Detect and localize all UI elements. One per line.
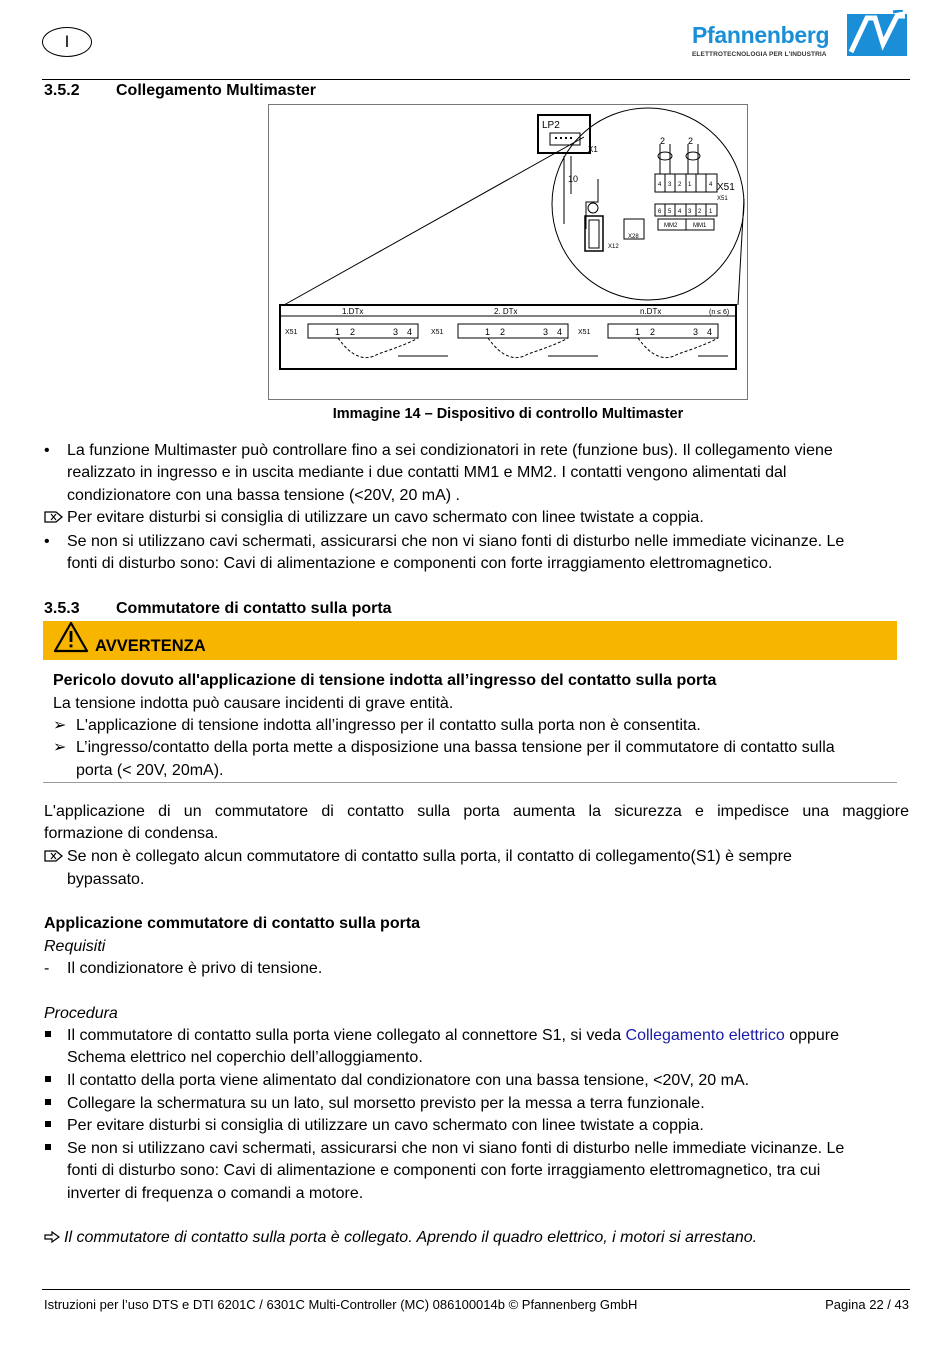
result-text: Il commutatore di contatto sulla porta è collegato. Aprendo il quadro elettrico, i motori si arrestano.: [64, 1229, 758, 1246]
section-title: Commutatore di contatto sulla porta: [116, 600, 392, 617]
multimaster-diagram: [268, 104, 748, 400]
bot-pin: 5: [668, 209, 672, 215]
warning-triangle-icon: [53, 621, 89, 653]
section-heading-353: [44, 600, 392, 618]
list-item-cont: condizionatore con una bassa tensione (<20V, 20 mA) .: [67, 487, 460, 504]
list-item: La funzione Multimaster può controllare fino a sei condizionatori in rete (funzione bus). Il collegamento viene: [67, 442, 833, 459]
row-pin: 4: [407, 327, 413, 337]
top-pin: 4: [709, 182, 713, 188]
top-pin: 1: [688, 182, 692, 188]
x12-label: X12: [608, 244, 619, 250]
list-item-cont: fonti di disturbo sono: Cavi di alimentazione e componenti con forte irraggiamento elettromagnetico.: [67, 555, 773, 572]
requisiti-label: Requisiti: [44, 938, 106, 955]
row-pin: 4: [707, 327, 713, 337]
bot-pin: 3: [688, 209, 692, 215]
arrow-bullet-icon: ➢: [53, 717, 67, 734]
row-pin: 1: [335, 327, 341, 337]
dash-bullet: -: [44, 960, 50, 977]
square-bullet-icon: [45, 1099, 51, 1105]
procedure-step: Se non si utilizzano cavi schermati, assicurarsi che non vi siano fonti di disturbo nelle immediate vicinanze. Le: [67, 1140, 845, 1157]
warning-item: L’ingresso/contatto della porta mette a disposizione una bassa tensione per il commutatore di contatto sulla: [76, 739, 835, 756]
note-text: Per evitare disturbi si consiglia di utilizzare un cavo schermato con linee twistate a coppia.: [67, 509, 704, 526]
result-arrow-icon: [44, 1231, 60, 1243]
row-pin: 2: [500, 327, 506, 337]
x51-row-label: X51: [578, 329, 591, 336]
top-pin: 4: [658, 182, 662, 188]
section-title: Collegamento Multimaster: [116, 82, 317, 99]
section-number: 3.5.2: [44, 82, 80, 99]
requisiti-item: Il condizionatore è privo di tensione.: [67, 960, 323, 977]
row-pin: 3: [693, 327, 699, 337]
row-pin: 4: [557, 327, 563, 337]
bot-pin: 4: [678, 209, 682, 215]
bot-pin: 6: [658, 209, 662, 215]
square-bullet-icon: [45, 1144, 51, 1150]
bullet-dot: •: [44, 442, 50, 459]
procedura-label: Procedura: [44, 1005, 118, 1022]
procedure-step: [67, 1025, 839, 1048]
procedure-step-cont: fonti di disturbo sono: Cavi di alimentazione e componenti con forte irraggiamento elettromagnetico, tra cui: [67, 1162, 821, 1179]
section-heading-352: [44, 82, 316, 100]
pfannenberg-logo-icon: [845, 10, 909, 58]
n-note-label: (n ≤ 6): [709, 309, 730, 316]
warning-bottom-rule: [43, 782, 897, 783]
top-pin: 2: [678, 182, 682, 188]
row-pin: 1: [485, 327, 491, 337]
x28-label: X28: [628, 234, 639, 240]
footer-rule: [42, 1289, 910, 1290]
bot-pin: 2: [698, 209, 702, 215]
row-pin: 3: [543, 327, 549, 337]
bot-pin: 1: [709, 209, 713, 215]
cable-2a-label: 2: [660, 136, 666, 146]
warning-label: AVVERTENZA: [95, 637, 206, 655]
application-heading: Applicazione commutatore di contatto sulla porta: [44, 915, 421, 932]
x51-row-label: X51: [431, 329, 444, 336]
procedure-step: Collegare la schermatura su un lato, sul morsetto previsto per la messa a terra funzionale.: [67, 1095, 705, 1112]
bullet-dot: •: [44, 533, 50, 550]
language-badge: I: [42, 27, 92, 57]
mm2-label: MM2: [664, 223, 678, 229]
paragraph-line: L'applicazione di un commutatore di contatto sulla porta aumenta la sicurezza e impedisce una maggiore: [44, 803, 909, 820]
procedure-text: oppure: [784, 1027, 840, 1044]
procedure-step-cont: inverter di frequenza o comandi a motore.: [67, 1185, 364, 1202]
warning-heading: Pericolo dovuto all'applicazione di tensione indotta all’ingresso del contatto sulla porta: [53, 672, 717, 689]
dtx2-label: 2. DTx: [494, 307, 518, 316]
paragraph-line: formazione di condensa.: [44, 825, 219, 842]
arrow-bullet-icon: ➢: [53, 739, 67, 756]
wire-10-label: 10: [568, 174, 579, 184]
figure-caption: Immagine 14 – Dispositivo di controllo Multimaster: [332, 406, 684, 422]
note-text: Se non è collegato alcun commutatore di contatto sulla porta, il contatto di collegamento(S1) è sempre: [67, 848, 792, 865]
x51-row-label: X51: [285, 329, 298, 336]
warning-item: L'applicazione di tensione indotta all’ingresso per il contatto sulla porta non è consentita.: [76, 717, 701, 734]
footer-page-number: Pagina 22 / 43: [825, 1297, 909, 1312]
brand-tagline: ELETTROTECNOLOGIA PER L'INDUSTRIA: [692, 51, 827, 58]
mm1-label: MM1: [693, 223, 707, 229]
x51-small-label: X51: [717, 196, 728, 202]
cable-2b-label: 2: [688, 136, 694, 146]
top-pin: 3: [668, 182, 672, 188]
header-rule: [42, 79, 910, 80]
procedure-step-cont: Schema elettrico nel coperchio dell’alloggiamento.: [67, 1049, 423, 1066]
collegamento-elettrico-link[interactable]: Collegamento elettrico: [625, 1027, 785, 1044]
brand-logo-text: Pfannenberg: [692, 22, 830, 48]
note-hand-icon: [44, 510, 64, 524]
dtx1-label: 1.DTx: [342, 307, 364, 316]
square-bullet-icon: [45, 1076, 51, 1082]
lp2-label: LP2: [542, 120, 560, 131]
square-bullet-icon: [45, 1031, 51, 1037]
procedure-step: Per evitare disturbi si consiglia di utilizzare un cavo schermato con linee twistate a coppia.: [67, 1117, 704, 1134]
footer-doc-info: Istruzioni per l’uso DTS e DTI 6201C / 6301C Multi-Controller (MC) 086100014b © Pfannenberg GmbH: [44, 1297, 638, 1312]
row-pin: 1: [635, 327, 641, 337]
warning-text: La tensione indotta può causare incidenti di grave entità.: [53, 695, 454, 712]
row-pin: 2: [650, 327, 656, 337]
note-text-cont: bypassato.: [67, 871, 145, 888]
list-item-cont: realizzato in ingresso e in uscita mediante i due contatti MM1 e MM2. I contatti vengono alimentati dal: [67, 464, 787, 481]
section-number: 3.5.3: [44, 600, 80, 617]
row-pin: 2: [350, 327, 356, 337]
list-item: Se non si utilizzano cavi schermati, assicurarsi che non vi siano fonti di disturbo nelle immediate vicinanze. Le: [67, 533, 845, 550]
warning-item-cont: porta (< 20V, 20mA).: [76, 762, 224, 779]
procedure-text: Il commutatore di contatto sulla porta viene collegato al connettore S1, si veda: [67, 1027, 626, 1044]
square-bullet-icon: [45, 1121, 51, 1127]
x1-label: X1: [588, 145, 598, 154]
dtxn-label: n.DTx: [640, 307, 662, 316]
procedure-step: Il contatto della porta viene alimentato dal condizionatore con una bassa tensione, <20V, 20 mA.: [67, 1072, 750, 1089]
note-hand-icon: [44, 849, 64, 863]
row-pin: 3: [393, 327, 399, 337]
x51-label: X51: [717, 182, 735, 193]
